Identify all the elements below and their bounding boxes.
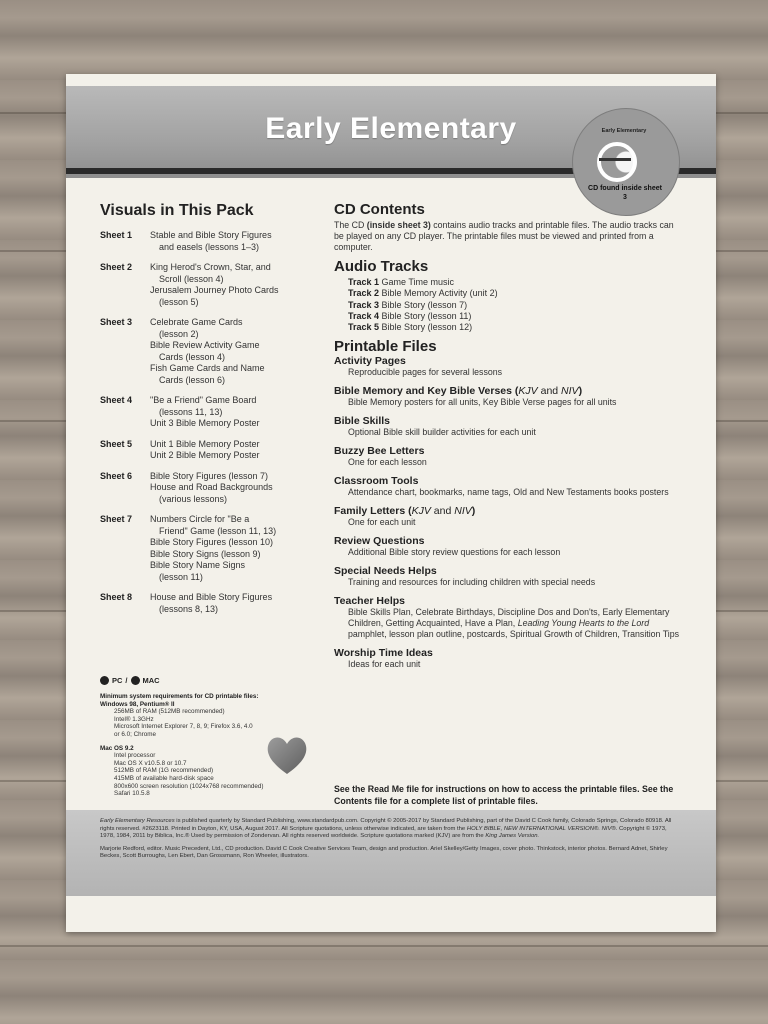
- track-label: Track 2: [348, 288, 380, 299]
- audio-track: [334, 300, 684, 311]
- track-desc: Bible Story (lesson 12): [381, 322, 473, 333]
- requirement-item: Intel® 1.3GHz: [114, 715, 154, 723]
- worship-time-desc: Ideas for each unit: [348, 659, 421, 670]
- sheet-item: Scroll (lesson 4): [159, 273, 224, 284]
- document-sheet: [66, 74, 716, 932]
- review-questions-title: Review Questions: [334, 535, 425, 548]
- sheet-item: (lessons 11, 13): [159, 406, 223, 417]
- sheet-item: (lesson 11): [159, 571, 203, 582]
- sheet-item: (lessons 8, 13): [159, 603, 219, 614]
- family-letters-desc: One for each unit: [348, 517, 416, 528]
- track-desc: Game Time music: [381, 277, 455, 287]
- sheet-items: [150, 230, 272, 253]
- track-label: Track 3: [348, 299, 380, 310]
- requirement-item: 800x600 screen resolution (1024x768 recommended): [114, 782, 264, 790]
- sheet-item: House and Bible Story Figures: [150, 592, 273, 602]
- review-questions-desc: Additional Bible story review questions for each lesson: [348, 547, 561, 558]
- requirement-item: Microsoft Internet Explorer 7, 8, 9; Firefox 3.6, 4.0: [114, 723, 253, 731]
- track-label: Track 5: [348, 322, 380, 333]
- sheet-item: (lesson 2): [159, 328, 199, 339]
- apple-icon: [131, 676, 140, 685]
- pc-mac-label: PC / MAC: [100, 676, 320, 685]
- heart-icon: [264, 732, 310, 778]
- mac-title: Mac OS 9.2: [100, 744, 134, 752]
- page-title: Early Elementary: [265, 112, 517, 145]
- sheet-item: Bible Story Figures (lesson 7): [150, 470, 269, 481]
- requirement-item: 512MB of RAM (1G recommended): [114, 767, 214, 775]
- buzzy-bee-title: Buzzy Bee Letters: [334, 445, 425, 458]
- bible-memory-desc: Bible Memory posters for all units, Key Bible Verse pages for all units: [348, 397, 617, 408]
- sheet-row: [100, 230, 320, 253]
- cd-center-bar: [599, 158, 631, 161]
- audio-track: [334, 311, 684, 322]
- audio-track: [334, 277, 684, 288]
- cd-caption: CD found inside sheet 3: [588, 185, 662, 201]
- sheet-item: Bible Story Signs (lesson 9): [150, 548, 261, 559]
- requirement-item: or 6.0; Chrome: [114, 730, 156, 738]
- audio-tracks-heading: Audio Tracks: [334, 258, 429, 275]
- requirement-item: 256MB of RAM (512MB recommended): [114, 708, 225, 716]
- sheet-items: [150, 514, 276, 583]
- bible-memory-title: Bible Memory and Key Bible Verses (KJV and NIV): [334, 385, 583, 398]
- buzzy-bee-desc: One for each lesson: [348, 457, 427, 468]
- track-label: Track 1: [348, 277, 380, 287]
- sheet-item: Stable and Bible Story Figures: [150, 230, 272, 240]
- sheet-row: [100, 439, 320, 462]
- footer-paragraph-2: Marjorie Redford, editor. Music Precedent, Ltd., CD production. David C Cook Creative Services Team, design and production. Ariel Skelley/Getty Images, cover photo. Thinkstock, interior photos. Bernard Adnet, Shirley Beckes, Scott Burroughs, Len Ebert, Dan Grossmann, Ron Wheeler, illustrators.: [100, 845, 668, 860]
- teacher-helps-title: Teacher Helps: [334, 595, 406, 608]
- requirement-item: 415MB of available hard-disk space: [114, 774, 214, 782]
- footer-paragraph-1: Early Elementary Resources is published quarterly by Standard Publishing, www.standardpub.com. Copyright © 2005-2017 by Standard Publishing, part of the David C Cook family, Colorado Springs, Colorado 80918. All rights reserved. #2623118. Printed in Dayton, KY, USA, August 2017. All Scripture quotations, unless otherwise indicated, are taken from the HOLY BIBLE, NEW INTERNATIONAL VERSION®. NIV®. Copyright © 1973, 1978, 1984, 2011 by Biblica, Inc.® Used by permission of Zondervan. All rights reserved worldwide. Scripture quotations marked (KJV) are from the King James Version.: [100, 818, 672, 840]
- sheet-item: (various lessons): [159, 493, 228, 504]
- sheet-label: Sheet 8: [100, 592, 133, 602]
- track-desc: Bible Story (lesson 7): [381, 299, 468, 310]
- family-letters-title: Family Letters (KJV and NIV): [334, 505, 476, 518]
- printable-files-heading: Printable Files: [334, 338, 437, 356]
- sheet-label: Sheet 2: [100, 262, 133, 272]
- sheet-item: (lesson 5): [159, 296, 199, 307]
- audio-track: [334, 322, 684, 333]
- sheet-item: Celebrate Game Cards: [150, 317, 243, 327]
- sheet-row: [100, 514, 320, 583]
- sheet-row: [100, 592, 320, 615]
- cd-contents-text: The CD (inside sheet 3) contains audio tracks and printable files. The audio tracks can be played on any CD player. The printable files must be viewed and printed from a computer.: [334, 220, 674, 252]
- sheet-label: Sheet 6: [100, 470, 133, 481]
- sheet-item: Unit 2 Bible Memory Poster: [150, 450, 260, 460]
- sheet-item: Friend" Game (lesson 11, 13): [159, 525, 277, 536]
- classroom-tools-desc: Attendance chart, bookmarks, name tags, Old and New Testaments books posters: [348, 487, 669, 498]
- cd-hole-ring: [597, 142, 637, 182]
- sheet-item: Cards (lesson 6): [159, 374, 226, 385]
- requirements-title: Minimum system requirements for CD printable files:: [100, 693, 259, 700]
- teacher-helps-desc: Bible Skills Plan, Celebrate Birthdays, Discipline Dos and Don'ts, Early Elementary Children, Getting Acquainted, Have a Plan, Leading Young Hearts to the Lord pamphlet, lesson plan outline, postcards, Spiritual Growth of Children, Transition Tips: [348, 607, 680, 640]
- sheet-row: [100, 471, 320, 506]
- bible-skills-desc: Optional Bible skill builder activities for each unit: [348, 427, 536, 438]
- footer-copyright: [100, 818, 682, 866]
- sheet-row: [100, 395, 320, 430]
- activity-pages-title: Activity Pages: [334, 355, 406, 368]
- sheet-label: Sheet 3: [100, 317, 133, 327]
- sheet-item: Fish Game Cards and Name: [150, 363, 265, 373]
- audio-track: [334, 288, 684, 299]
- visuals-section: [100, 202, 320, 624]
- sheet-item: Jerusalem Journey Photo Cards: [150, 285, 279, 295]
- activity-pages-desc: Reproducible pages for several lessons: [348, 367, 503, 378]
- bible-skills-title: Bible Skills: [334, 415, 391, 428]
- sheet-items: [150, 439, 260, 462]
- track-desc: Bible Memory Activity (unit 2): [381, 288, 498, 299]
- track-label: Track 4: [348, 310, 380, 321]
- sheet-item: King Herod's Crown, Star, and: [150, 262, 271, 272]
- sheet-item: "Be a Friend" Game Board: [150, 395, 257, 405]
- sheet-items: [150, 262, 279, 308]
- cd-contents-section: [334, 202, 684, 677]
- sheet-item: Numbers Circle for "Be a: [150, 514, 250, 524]
- sheet-item: Bible Review Activity Game: [150, 340, 260, 350]
- audio-track-list: [334, 277, 684, 333]
- sheet-label: Sheet 4: [100, 395, 133, 405]
- sheet-item: Cards (lesson 4): [159, 351, 226, 362]
- sheet-row: [100, 262, 320, 308]
- requirement-item: Mac OS X v10.5.8 or 10.7: [114, 759, 187, 767]
- cd-contents-heading: CD Contents: [334, 201, 425, 218]
- readme-note: See the Read Me file for instructions on how to access the printable files. See the Contents file for a complete list of printable files.: [334, 784, 674, 806]
- track-desc: Bible Story (lesson 11): [381, 310, 472, 321]
- sheet-label: Sheet 7: [100, 514, 133, 524]
- sheet-items: [150, 317, 265, 386]
- sheet-item: Bible Story Name Signs: [150, 560, 246, 570]
- worship-time-title: Worship Time Ideas: [334, 647, 433, 660]
- special-needs-title: Special Needs Helps: [334, 565, 437, 578]
- sheet-item: and easels (lessons 1–3): [159, 241, 260, 252]
- cd-logo-label: Early Elementary: [601, 128, 647, 134]
- sheet-items: [150, 395, 260, 430]
- sheet-row: [100, 317, 320, 386]
- sheet-item: Unit 3 Bible Memory Poster: [150, 418, 260, 428]
- sheet-items: [150, 592, 272, 615]
- sheet-items: [150, 471, 273, 506]
- sheet-list: [100, 230, 320, 615]
- sheet-label: Sheet 1: [100, 230, 133, 240]
- windows-title: Windows 98, Pentium® II: [100, 700, 175, 708]
- requirement-item: Safari 10.5.8: [114, 790, 150, 798]
- visuals-heading: Visuals in This Pack: [100, 202, 254, 219]
- special-needs-desc: Training and resources for including children with special needs: [348, 577, 596, 588]
- sheet-label: Sheet 5: [100, 438, 133, 449]
- sheet-item: Bible Story Figures (lesson 10): [150, 537, 274, 547]
- requirement-item: Intel processor: [114, 752, 156, 760]
- sheet-item: Unit 1 Bible Memory Poster: [150, 438, 260, 449]
- classroom-tools-title: Classroom Tools: [334, 475, 419, 488]
- windows-icon: [100, 676, 109, 685]
- sheet-item: House and Road Backgrounds: [150, 482, 273, 492]
